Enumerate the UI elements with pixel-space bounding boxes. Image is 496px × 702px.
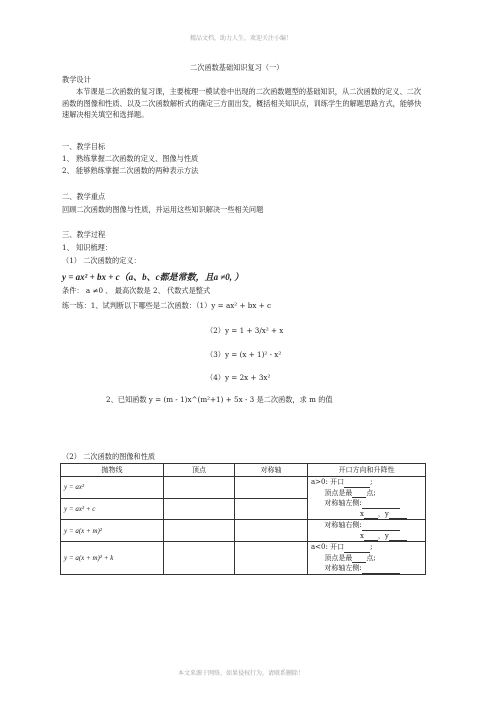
vertex-cell <box>164 498 235 520</box>
vertex-cell <box>164 520 235 542</box>
option-4: （4）y = 2x + 3x² <box>206 373 271 382</box>
table-row-formula: y = ax² + c <box>61 498 164 520</box>
intro-paragraph: 本节课是二次函数的复习课，主要梳理一模试卷中出现的二次函数题型的基础知识，从二次函数的定义、二次函数的图像和性质、以及二次函数解析式的确定三方面出发，概括相关知识点，训练学生的解题思路方式，能够快速解决相关填空和选择题。 <box>62 87 422 119</box>
process-heading: 三、教学过程 <box>62 230 106 239</box>
graph-properties-label: （2） 二次函数的图像和性质 <box>62 452 156 461</box>
goal-item: 2、 能够熟练掌握二次函数的两种表示方法 <box>62 166 199 175</box>
properties-table <box>60 463 426 575</box>
vertex-cell <box>164 477 235 499</box>
table-row-formula: y = a(x + m)² + k <box>61 542 164 575</box>
focus-heading: 二、教学重点 <box>62 192 106 201</box>
definition-formula: y = ax² + bx + c（a、b、c都是常数，且a ≠0, ） <box>62 272 244 282</box>
design-heading: 教学设计 <box>62 75 91 84</box>
column-header: 抛物线 <box>61 464 164 477</box>
axis-cell <box>235 542 308 575</box>
goals-heading: 一、教学目标 <box>62 142 106 151</box>
goal-item: 1、 熟练掌握二次函数的定义、图像与性质 <box>62 154 199 163</box>
table-row-formula: y = ax² <box>61 477 164 499</box>
focus-text: 回顾二次函数的图像与性质，并运用这些知识解决一些相关问题 <box>62 205 264 214</box>
page-header: 精品文档，助力人生，欢迎关注小编！ <box>190 35 293 42</box>
column-header: 对称轴 <box>235 464 308 477</box>
axis-cell <box>235 520 308 542</box>
page-footer: 本文来源于网络，如果侵权行为，请联系删除！ <box>178 670 305 677</box>
axis-cell <box>235 477 308 499</box>
definition-label: （1） 二次函数的定义： <box>62 256 141 265</box>
practice-question-2: 2、已知函数 y = (m - 1)x^(m²+1) + 5x - 3 是二次函数，求 m 的值 <box>106 395 333 404</box>
table-row-formula: y = a(x + m)² <box>61 520 164 542</box>
property-cell-negative: a<0: 开口 ; 顶点是最 点; 对称轴左侧: <box>308 542 426 575</box>
page-title: 二次函数基础知识复习（一） <box>190 63 284 72</box>
axis-cell <box>235 498 308 520</box>
property-cell-positive: a>0: 开口 ; 顶点是最 点; 对称轴左侧: x ，y <box>308 477 426 520</box>
knowledge-heading: 1、 知识梳理： <box>62 243 112 252</box>
vertex-cell <box>164 542 235 575</box>
column-header: 开口方向和升降性 <box>308 464 426 477</box>
column-header: 顶点 <box>164 464 235 477</box>
practice-question-1: 练一练：1、试判断以下哪些是二次函数：（1）y = ax² + bx + c <box>62 301 272 310</box>
option-2: （2）y = 1 + 3/x² + x <box>206 326 284 335</box>
property-cell-right: 对称轴右侧: x ，y <box>308 520 426 542</box>
option-3: （3）y = (x + 1)² - x² <box>206 350 282 359</box>
conditions-text: 条件： a ≠0 、 最高次数是 2、 代数式是整式 <box>62 286 211 295</box>
